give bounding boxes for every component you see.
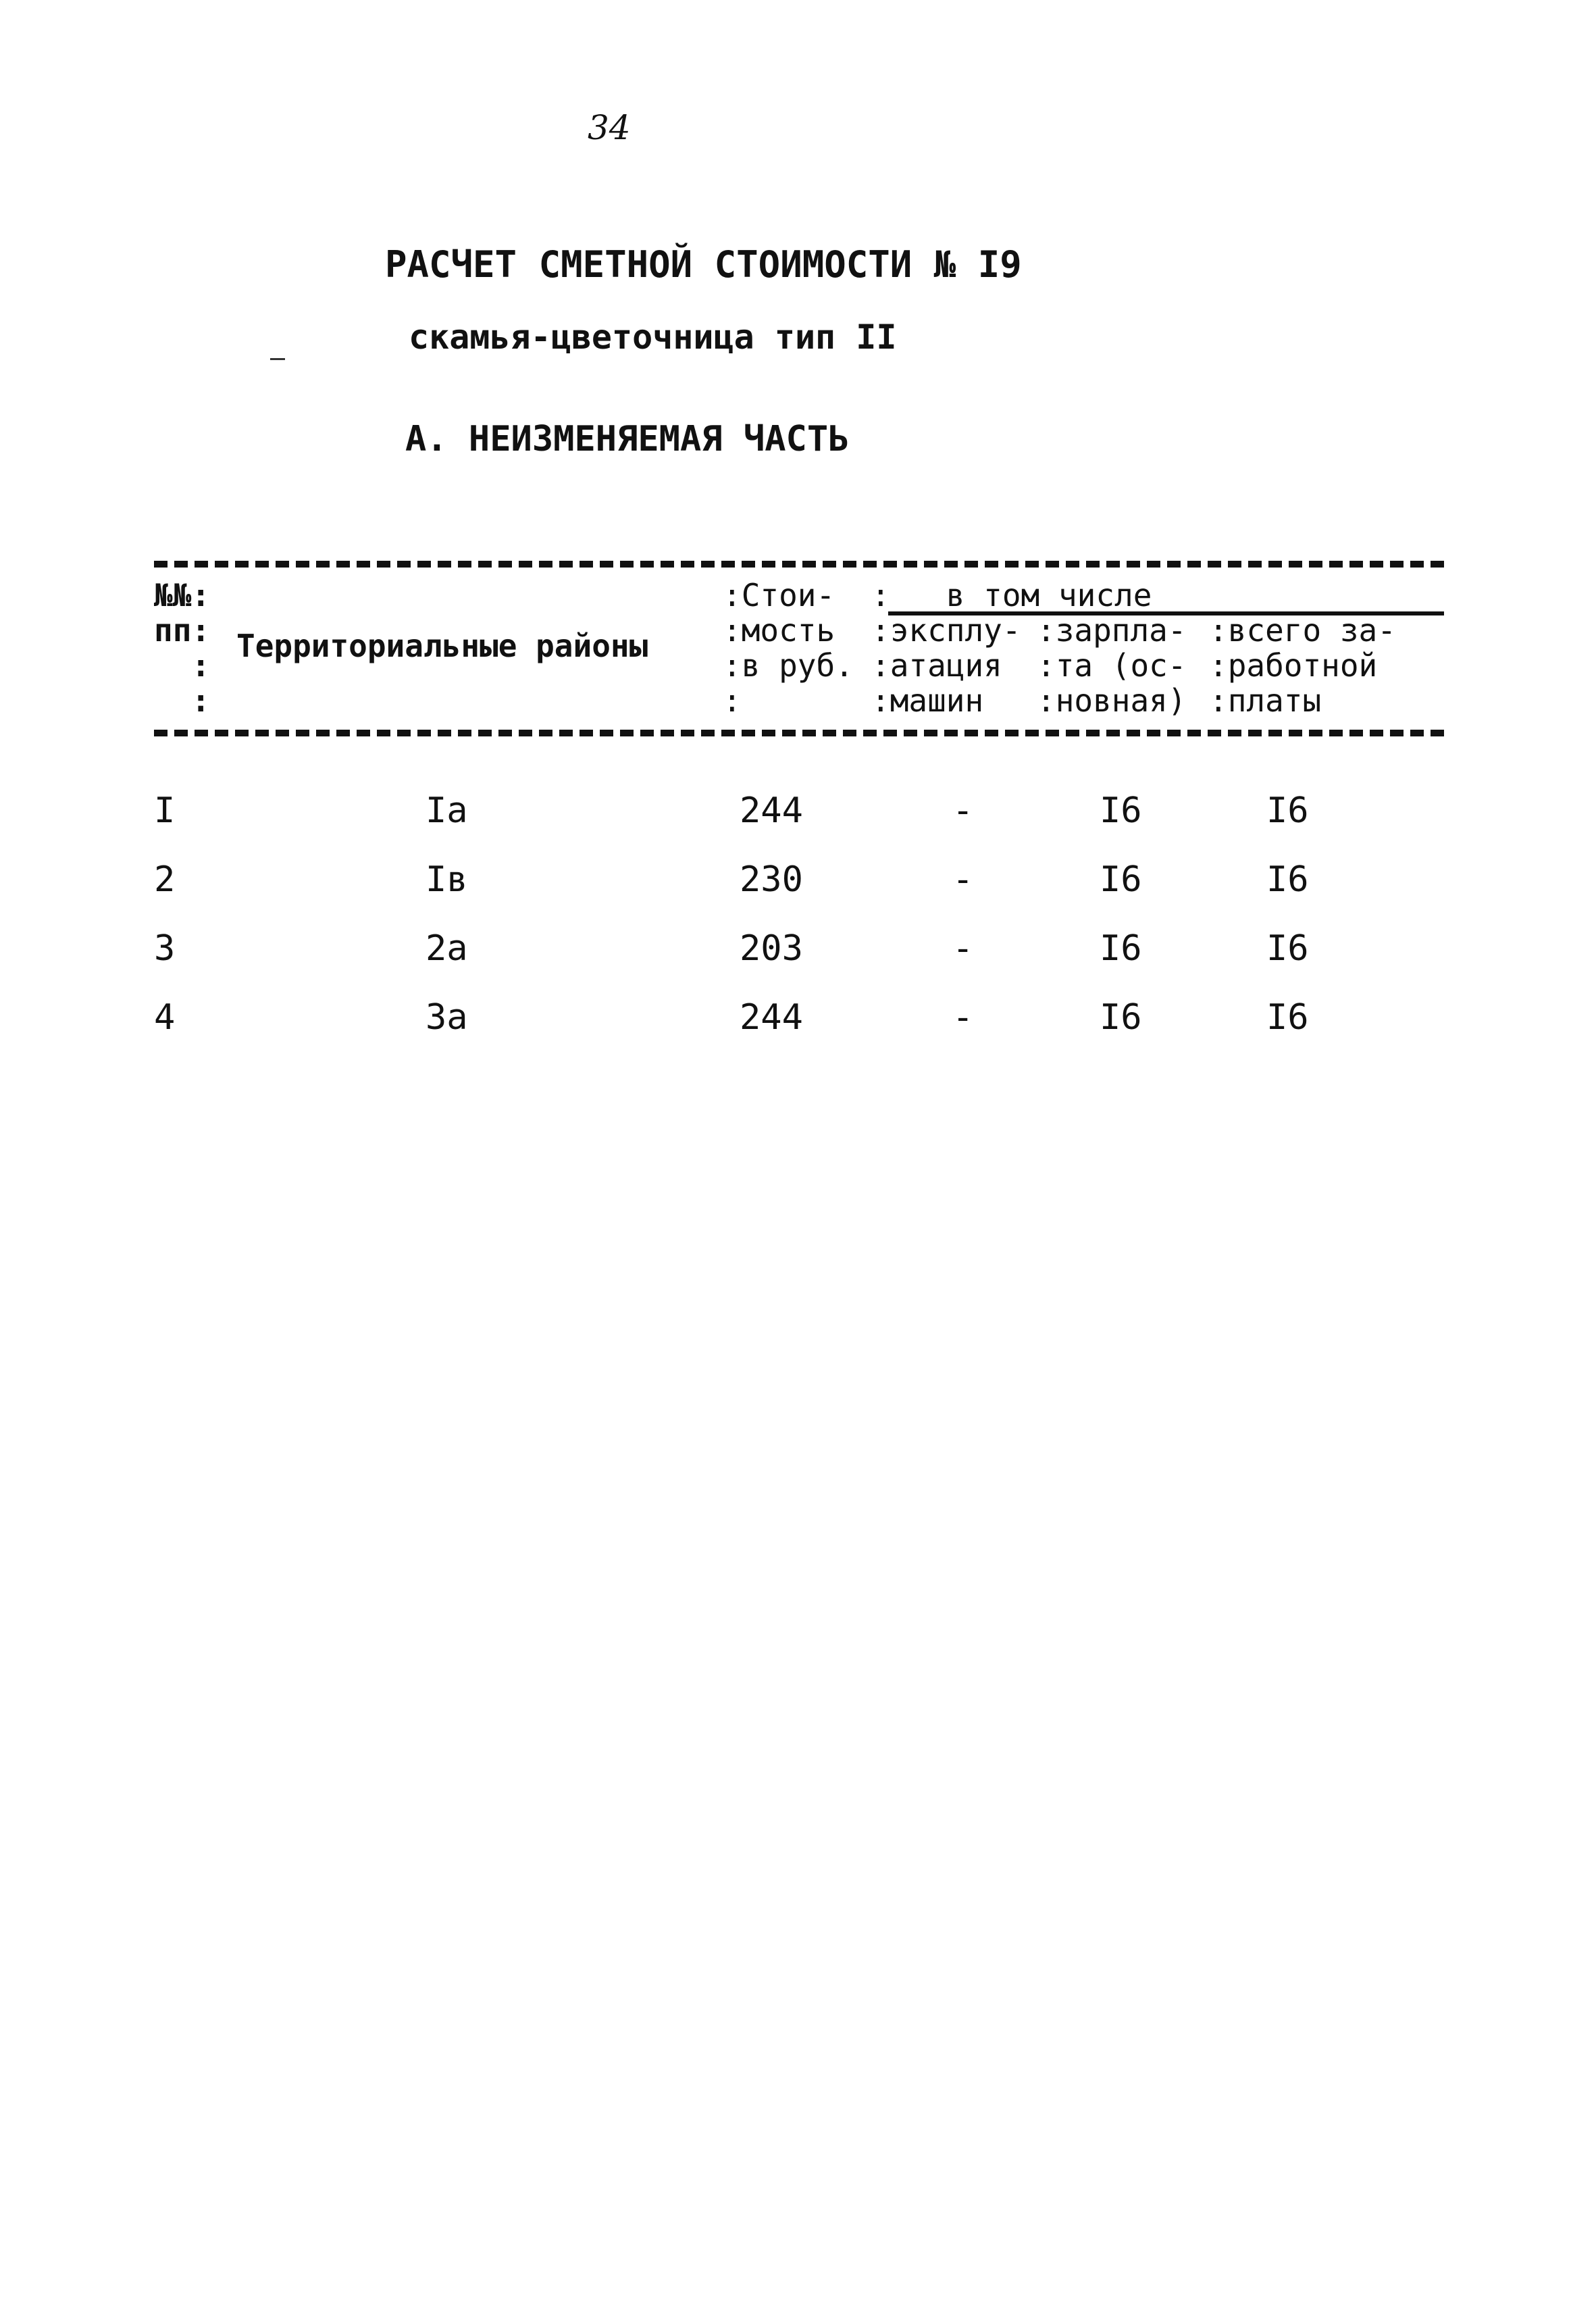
header-salary-line-2: :та (ос- [1037, 647, 1187, 684]
stray-mark [270, 358, 285, 360]
row-exploitation: - [952, 928, 974, 969]
header-cost-line-1: :Стои- [723, 577, 835, 613]
row-num: 2 [154, 859, 176, 900]
row-exploitation: - [952, 859, 974, 900]
row-total: I6 [1266, 997, 1309, 1038]
header-cost-line-4: : [723, 682, 742, 719]
row-salary: I6 [1100, 790, 1142, 831]
row-exploitation: - [952, 790, 974, 831]
row-num: I [154, 790, 176, 831]
row-cost: 244 [740, 790, 803, 831]
document-title: РАСЧЕТ СМЕТНОЙ СТОИМОСТИ № I9 [385, 243, 1022, 286]
row-salary: I6 [1100, 997, 1142, 1038]
document-subtitle: скамья-цветочница тип II [409, 318, 897, 357]
header-exploitation-line-3: :машин [871, 682, 984, 719]
header-salary-line-1: :зарпла- [1037, 612, 1187, 649]
header-territory: Территориальные районы [236, 628, 648, 664]
row-total: I6 [1266, 928, 1309, 969]
header-cost-line-2: :мость [723, 612, 835, 649]
row-total: I6 [1266, 859, 1309, 900]
header-num-line-2: пп: [154, 612, 211, 649]
row-num: 4 [154, 997, 176, 1038]
header-salary-line-3: :новная) [1037, 682, 1187, 719]
header-num-line-4: : [154, 682, 211, 719]
row-territory: 2а [426, 928, 468, 969]
header-exploitation-line-1: :эксплу- [871, 612, 1021, 649]
row-num: 3 [154, 928, 176, 969]
row-cost: 230 [740, 859, 803, 900]
header-total-line-3: :платы [1209, 682, 1322, 719]
row-cost: 203 [740, 928, 803, 969]
row-exploitation: - [952, 997, 974, 1038]
header-num-line-1: №№: [154, 577, 211, 613]
row-territory: Iа [426, 790, 468, 831]
row-territory: Iв [426, 859, 468, 900]
header-exploitation-line-2: :атация [871, 647, 1002, 684]
header-total-line-1: :всего за- [1209, 612, 1396, 649]
row-total: I6 [1266, 790, 1309, 831]
row-territory: 3а [426, 997, 468, 1038]
header-including: : в том числе [871, 577, 1152, 613]
header-total-line-2: :работной [1209, 647, 1378, 684]
header-cost-line-3: :в руб. [723, 647, 854, 684]
row-salary: I6 [1100, 859, 1142, 900]
header-num-line-3: : [154, 647, 211, 684]
section-heading: А. НЕИЗМЕНЯЕМАЯ ЧАСТЬ [405, 419, 850, 459]
row-salary: I6 [1100, 928, 1142, 969]
row-cost: 244 [740, 997, 803, 1038]
header-bottom-rule [154, 730, 1444, 736]
page-number: 34 [588, 108, 631, 147]
header-top-rule [154, 561, 1444, 568]
